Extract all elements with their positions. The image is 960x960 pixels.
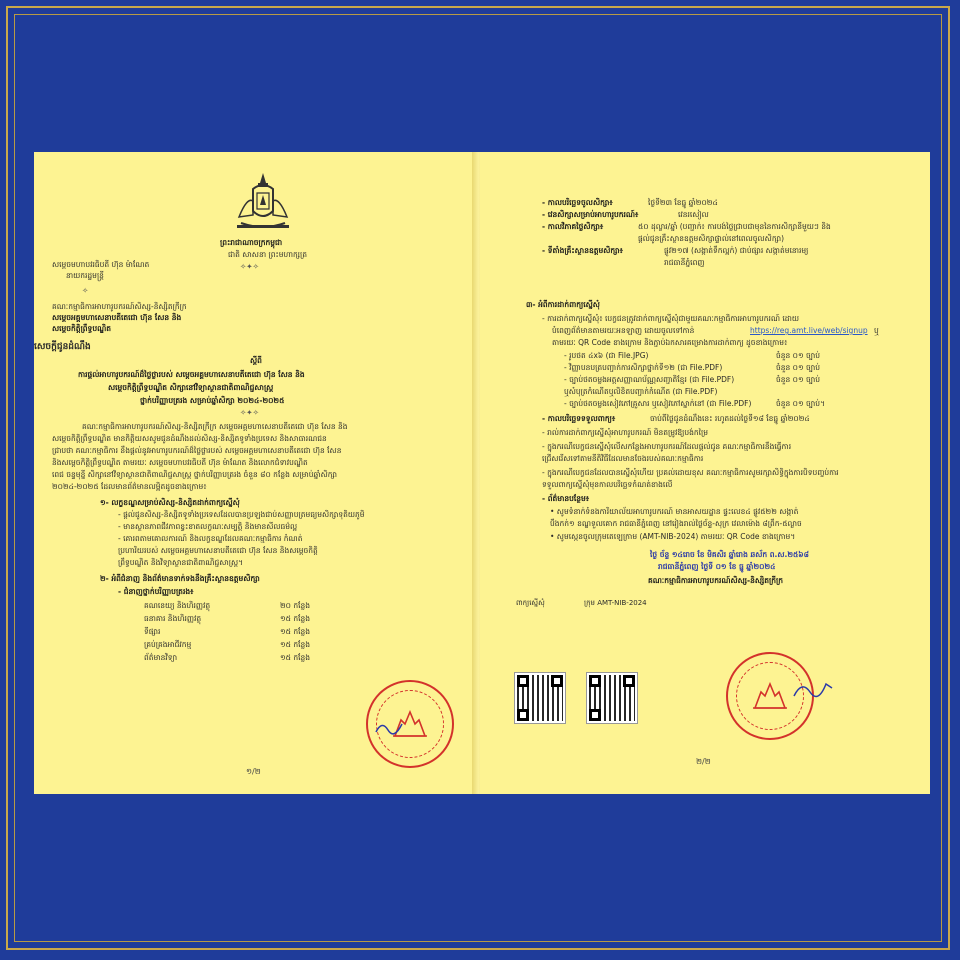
info-value: ៥០ ដុល្លារ/ឆ្នាំ (បញ្ជាក់៖ ការបង់ថ្លៃជ្រាបជាមុននៃការសិក្សានីមួយៗ និង <box>638 222 831 231</box>
info-value: វេនរសៀល <box>678 210 709 219</box>
major-name: ទីផ្សារ <box>144 627 161 636</box>
major-seats: ១៥ កន្លែង <box>280 640 311 649</box>
contact-title: - ព័ត៌មានបន្ថែម៖ <box>542 494 590 503</box>
committee-line-3: សម្តេចកិត្តិព្រឹទ្ធបណ្ឌិត <box>52 324 111 333</box>
page-number: ២/២ <box>696 757 711 766</box>
apply-line: បំពេញព័ត៌មានតាមរយៈអនឡាញ ដោយចូលទៅកាន់ <box>552 326 695 335</box>
info-label: - កាលបរិច្ឆេទចូលសិក្សា៖ <box>542 198 613 207</box>
info-value: ផ្តល់ជូនគ្រឹះស្ថានឧត្តមសិក្សាផ្ទាល់នៅពេលចូលសិក្សា) <box>638 234 785 243</box>
intro-line: ពេជ ចន្ទមុន្នី សិក្សានៅវិទ្យាស្ថានជាតិពាណិជ្ជសាស្ត្រ ថ្នាក់បរិញ្ញាបត្ររង ចំនួន ៨០ កន្លែង សម្រាប់ឆ្នាំសិក្សា <box>52 470 338 479</box>
note-line: - ក្នុងករណីបេក្ខជនដែលបានស្នើសុំហើយ ប្រគល់ដោយខុស គណៈកម្មាធិការសូមរក្សាសិទ្ធិក្នុងការបិទបញ្ចប់ការ <box>542 468 839 477</box>
note-line: ជ្រើសរើសទៅតាមនីតិវិធីដែលមានចែងរបស់គណៈកម្មាធិការ <box>542 454 704 463</box>
major-seats: ២០ កន្លែង <box>280 601 311 610</box>
intro-line: ជ្រាបថា គណៈកម្មាធិការ នឹងផ្តល់នូវអាហារូបករណ៍ដ៏ថ្លៃថ្លារបស់ សម្តេចអគ្គមហាសេនាបតីតេជោ ហ៊ុន សែន <box>52 446 342 455</box>
major-name: គ្រប់គ្រងអាជីវកម្ម <box>144 640 192 649</box>
signup-link[interactable]: https://reg.amt.live/web/signup <box>750 326 868 335</box>
section-1-title: ១- លក្ខខណ្ឌសម្រាប់សិស្ស-និស្សិតដាក់ពាក្យស្នើសុំ <box>100 498 240 507</box>
issuer-line-2: នាយករដ្ឋមន្ត្រី <box>66 271 104 280</box>
major-name: ព័ត៌មានវិទ្យា <box>144 653 178 662</box>
major-seats: ១៥ កន្លែង <box>280 614 311 623</box>
qr-label: ក្រុម AMT-NIB-2024 <box>584 599 647 607</box>
doc-item: - ច្បាប់ថតចម្លងសៀវភៅគ្រួសារ ឬសៀវភៅស្នាក់នៅ (ជា File.PDF) <box>564 399 752 408</box>
issuer-line-1: សម្តេចមហាបវរធិបតី ហ៊ុន ម៉ាណែត <box>52 260 150 269</box>
major-seats: ១៥ កន្លែង <box>280 627 311 636</box>
doc-count: ចំនួន ០១ ច្បាប់ <box>776 375 821 384</box>
notice-subject-3: ថ្នាក់បរិញ្ញាបត្ររង សម្រាប់ឆ្នាំសិក្សា ២០២៤-២០២៥ <box>140 396 285 405</box>
section-2-title: ២- អំពីជំនាញ និងព័ត៌មានទាក់ទងនឹងគ្រឹះស្ថានឧត្តមសិក្សា <box>100 574 260 583</box>
doc-count: ចំនួន ០១ ច្បាប់ <box>776 351 821 360</box>
deadline-label: - កាលបរិច្ឆេទទទួលពាក្យ៖ <box>542 414 616 423</box>
info-value: ផ្លូវ២១៧ (សង្កាត់ទឹកល្អក់) ជាប់ផ្សារ សង្កាត់មនោរម្យ <box>664 246 809 255</box>
committee-line-1: គណៈកម្មាធិការអាហារូបករណ៍សិស្ស-និស្សិតក្រីក្រ <box>52 302 187 311</box>
doc-item: - រូបថត ៤x៦ (ជា File.JPG) <box>564 351 649 360</box>
doc-count: ចំនួន ០១ ច្បាប់ <box>776 363 821 372</box>
signer-committee: គណៈកម្មាធិការអាហារូបករណ៍សិស្ស-និស្សិតក្រីក្រ <box>648 576 784 585</box>
apply-line: - ការដាក់ពាក្យស្នើសុំ៖ បេក្ខជនត្រូវដាក់ពាក្យស្នើសុំជាមួយគណៈកម្មាធិការអាហារូបករណ៍ ដោយ <box>542 314 800 323</box>
info-value: រាជធានីភ្នំពេញ <box>664 258 705 267</box>
notice-subject-1: ការផ្តល់អាហារូបករណ៍ដ៏ថ្លៃថ្លារបស់ សម្តេចអគ្គមហាសេនាបតីតេជោ ហ៊ុន សែន និង <box>78 370 305 379</box>
doc-count: ចំនួន ០១ ច្បាប់។ <box>776 399 826 408</box>
major-seats: ១៥ កន្លែង <box>280 653 311 662</box>
national-motto: ជាតិ សាសនា ព្រះមហាក្សត្រ <box>228 250 308 259</box>
section-1-item: ប្រហារិយរបស់ សម្តេចអគ្គមហាសេនាបតីតេជោ ហ៊ុន សែន និងសម្តេចកិត្តិ <box>118 546 318 555</box>
page-number: ១/២ <box>246 767 261 776</box>
motto-ornament: ✧✦✧ <box>240 262 259 271</box>
lunar-date: ថ្ងៃ ច័ន្ទ ១៤រោច ខែ មិគសិរ ឆ្នាំរោង ឆស័ក ព.ស.២៥៦៨ <box>650 550 809 559</box>
committee-line-2: សម្តេចអគ្គមហាសេនាបតីតេជោ ហ៊ុន សែន និង <box>52 313 182 322</box>
document-page-2 <box>480 152 930 794</box>
apply-line: តាមរយៈ QR Code ខាងក្រោម និងភ្ជាប់ឯកសារគម្រោងការដាក់ពាក្យ ដូចខាងក្រោម៖ <box>552 338 788 347</box>
deadline-value: ចាប់ពីថ្ងៃជូនដំណឹងនេះ រហូតដល់ថ្ងៃទី១៨ ខែធ្នូ ឆ្នាំ២០២៤ <box>650 414 810 423</box>
section-1-item: - ផ្តល់ជូនសិស្ស-និស្សិតទូទាំងប្រទេសដែលបានប្រឡងជាប់សញ្ញាបត្រមធ្យមសិក្សាទុតិយភូមិ <box>118 510 365 519</box>
note-line: ទទួលពាក្យស្នើសុំមុនកាលបរិច្ឆេទកំណត់ខាងលើ <box>542 480 673 489</box>
info-label: - កាលវិភាគថ្លៃសិក្សា៖ <box>542 222 604 231</box>
info-label: - វេនសិក្សាសម្រាប់អាហារូបករណ៍៖ <box>542 210 639 219</box>
apply-line-tail: ឬ <box>874 326 879 335</box>
section-1-item: - គោរពតាមគោលការណ៍ និងលក្ខខណ្ឌដែលគណៈកម្មាធិការ កំណត់ <box>118 534 303 543</box>
notice-about: ស្តីពី <box>250 356 262 365</box>
section-1-item: ព្រឹទ្ធបណ្ឌិត និងវិទ្យាស្ថានជាតិពាណិជ្ជសាស្ត្រ។ <box>118 558 244 567</box>
solar-date: រាជធានីភ្នំពេញ ថ្ងៃទី ០១ ខែ ធ្នូ ឆ្នាំ២០២៤ <box>658 562 776 571</box>
application-qr-code-icon[interactable] <box>514 672 566 724</box>
contact-line: • សូមទំនាក់ទំនងការិយាល័យអាហារូបករណ៍ មានអាសយដ្ឋាន ផ្ទះលេខ៤ ផ្លូវ៥២២ សង្កាត់ <box>550 507 799 516</box>
major-name: ធនាគារ និងហិរញ្ញវត្ថុ <box>144 614 202 623</box>
issuer-ornament: ✧ <box>82 286 89 295</box>
major-name: គណនេយ្យ និងហិរញ្ញវត្ថុ <box>144 601 211 610</box>
doc-item: - ច្បាប់ថតចម្លងអត្តសញ្ញាណប័ណ្ណសញ្ជាតិខ្មែរ (ជា File.PDF) <box>564 375 735 384</box>
contact-line: បឹងកក់១ ខណ្ឌទួលគោក រាជធានីភ្នំពេញ នៅរៀងរាល់ថ្ងៃច័ន្ទ-សុក្រ វេលាម៉ោង ៨ព្រឹក-៥ល្ងាច <box>550 519 802 528</box>
document-page-1 <box>34 152 484 794</box>
note-line: - ក្នុងករណីបេក្ខជនស្នើសុំលើសកន្លែងអាហារូបករណ៍ដែលផ្តល់ជូន គណៈកម្មាធិការនឹងធ្វើការ <box>542 442 792 451</box>
note-line: - រាល់ការដាក់ពាក្យស្នើសុំអាហារូបករណ៍ មិនតម្រូវឱ្យបង់កម្រៃ <box>542 428 709 437</box>
notice-subject-2: សម្តេចកិត្តិព្រឹទ្ធបណ្ឌិត សិក្សានៅវិទ្យាស្ថានជាតិពាណិជ្ជសាស្ត្រ <box>108 383 274 392</box>
info-label: - ទីតាំងគ្រឹះស្ថានឧត្តមសិក្សា៖ <box>542 246 623 255</box>
signature-mark-icon <box>374 718 404 738</box>
telegram-group-qr-code-icon[interactable] <box>586 672 638 724</box>
doc-item: - វិញ្ញាបនបត្របញ្ជាក់ការសិក្សាថ្នាក់ទី១២ (ជា File.PDF) <box>564 363 723 372</box>
qr-label: ពាក្យស្នើសុំ <box>516 599 545 607</box>
notice-title: សេចក្តីជូនដំណឹង <box>34 342 91 352</box>
contact-line: • សូមស្កេនចូលក្រុមតេឡេក្រាម (AMT-NIB-2024) តាមរយៈ QR Code ខាងក្រោម។ <box>550 532 796 541</box>
signature-mark-icon <box>792 676 836 704</box>
intro-line: គណៈកម្មាធិការអាហារូបករណ៍សិស្ស-និស្សិតក្រីក្រ សម្តេចអគ្គមហាសេនាបតីតេជោ ហ៊ុន សែន និង <box>82 422 348 431</box>
kingdom-heading: ព្រះរាជាណាចក្រកម្ពុជា <box>220 238 283 247</box>
section-3-title: ៣- អំពីការដាក់ពាក្យស្នើសុំ <box>526 300 600 309</box>
doc-item: ឬសំបុត្រកំណើតឬលិខិតបញ្ជាក់កំណើត (ជា File.PDF) <box>564 387 718 396</box>
section-1-item: - មានស្ថានភាពជីវភាពខ្វះខាតលក្ខណៈសម្បត្តិ និងមានសីលធម៌ល្អ <box>118 522 298 531</box>
subject-ornament: ✧✦✧ <box>240 408 259 417</box>
majors-title: - ជំនាញថ្នាក់បរិញ្ញាបត្ររង៖ <box>118 587 194 596</box>
intro-line: និងសម្តេចកិត្តិព្រឹទ្ធបណ្ឌិត តាមរយៈ សម្តេចមហាបវរធិបតី ហ៊ុន ម៉ាណែត និងលោកជំទាវបណ្ឌិត <box>52 458 308 467</box>
intro-line: សម្តេចកិត្តិព្រឹទ្ធបណ្ឌិត មានកិត្តិយសសូមជូនដំណឹងដល់សិស្ស-និស្សិតទូទាំងប្រទេស និងសាធារណជន <box>52 434 327 443</box>
royal-crest-icon <box>233 171 293 233</box>
intro-line: ២០២៤-២០២៥ ដែលមានព័ត៌មានលម្អិតដូចខាងក្រោម៖ <box>52 482 207 491</box>
info-value: ថ្ងៃទី២៣ ខែធ្នូ ឆ្នាំ២០២៤ <box>648 198 718 207</box>
